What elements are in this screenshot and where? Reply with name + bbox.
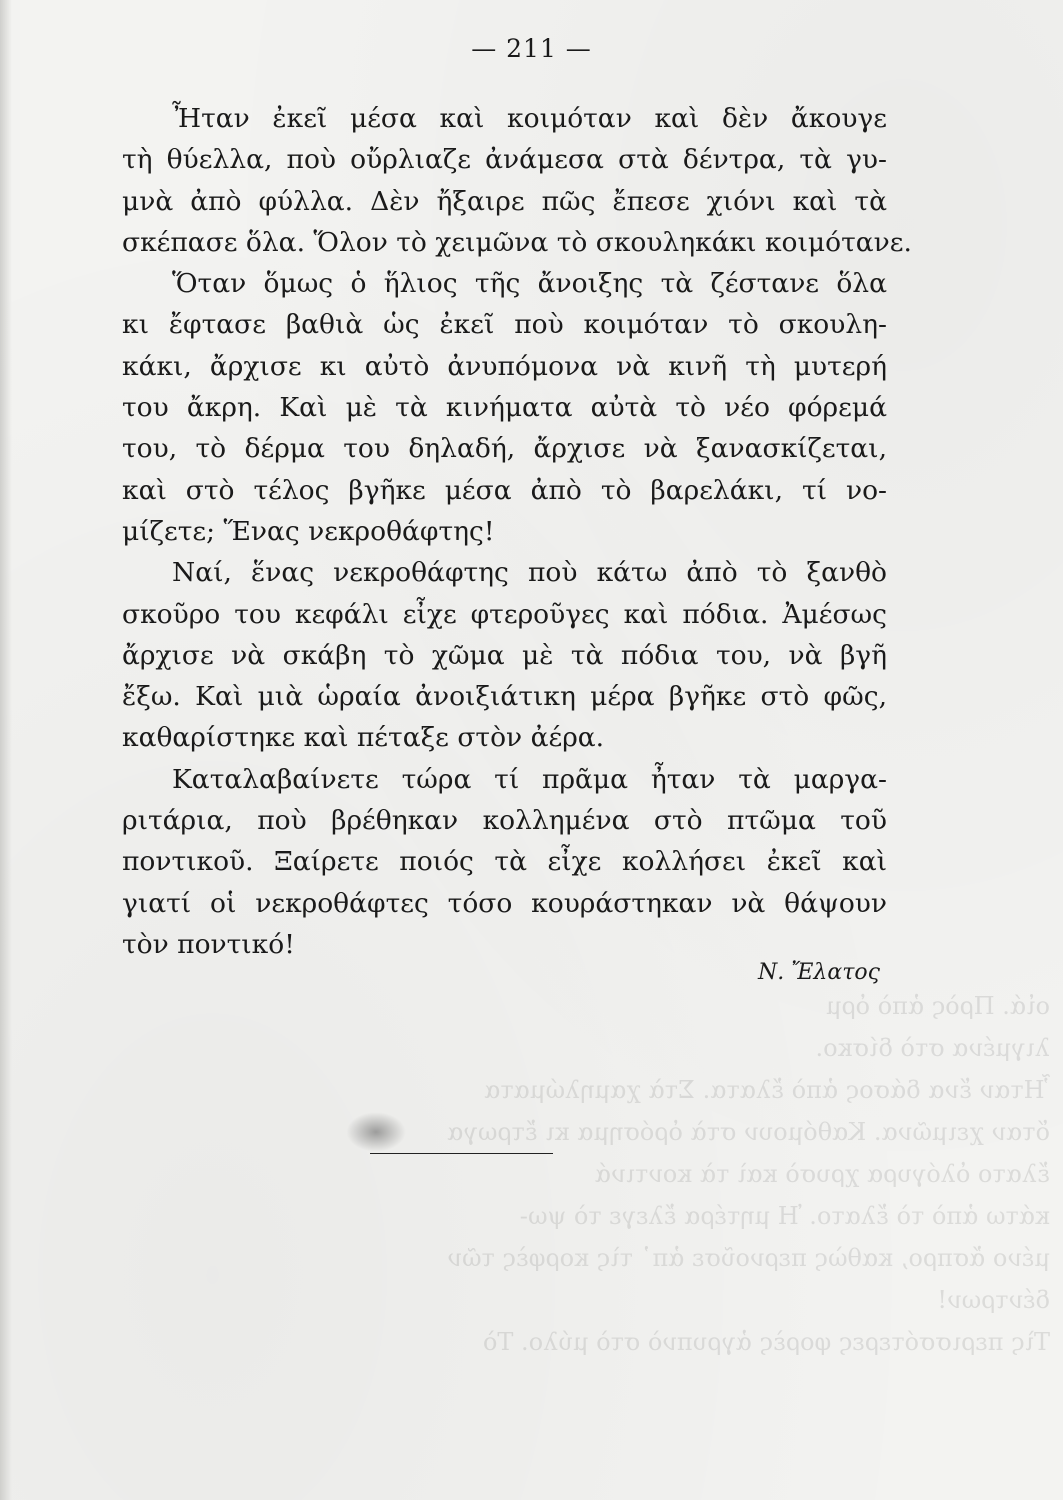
- paragraph: [122, 552, 887, 758]
- text-line: μίζετε; Ἕνας νεκροθάφτης!: [122, 515, 495, 547]
- text-line: καὶ στὸ τέλος βγῆκε μέσα ἀπὸ τὸ βαρελάκι, τί νο-: [122, 474, 887, 506]
- text-line: γιατί οἱ νεκροθάφτες τόσο κουράστηκαν νὰ θάψουν: [122, 887, 887, 919]
- text-line: ριτάρια, ποὺ βρέθηκαν κολλημένα στὸ πτῶμα τοῦ: [122, 805, 887, 837]
- page-edge-shadow: [0, 0, 12, 1500]
- ink-smudge: [346, 1112, 406, 1152]
- text-line: Ὅταν ὅμως ὁ ἥλιος τῆς ἄνοιξης τὰ ζέστανε ὅλα: [172, 268, 887, 300]
- text-line: κι ἔφτασε βαθιὰ ὡς ἐκεῖ ποὺ κοιμόταν τὸ σκουλη-: [122, 309, 887, 341]
- paragraph: [122, 98, 912, 552]
- text-line: ἔξω. Καὶ μιὰ ὡραία ἀνοιξιάτικη μέρα βγῆκε στὸ φῶς,: [122, 681, 887, 713]
- story-text: [122, 98, 912, 965]
- paragraph: [122, 759, 887, 965]
- text-line: σκέπασε ὅλα. Ὅλον τὸ χειμῶνα τὸ σκουληκάκι κοιμότανε.: [122, 226, 912, 258]
- text-line: του, τὸ δέρμα του δηλαδή, ἄρχισε νὰ ξανασκίζεται,: [122, 433, 887, 465]
- end-rule: [370, 1153, 553, 1154]
- text-line: τὴ θύελλα, ποὺ οὔρλιαζε ἀνάμεσα στὰ δέντρα, τὰ γυ-: [122, 144, 887, 176]
- text-line: καθαρίστηκε καὶ πέταξε στὸν ἀέρα.: [122, 722, 605, 754]
- text-line: του ἄκρη. Καὶ μὲ τὰ κινήματα αὐτὰ τὸ νέο φόρεμά: [122, 392, 887, 424]
- text-line: τὸν ποντικό!: [122, 928, 295, 960]
- text-line: Ἦταν ἐκεῖ μέσα καὶ κοιμόταν καὶ δὲν ἄκουγε: [172, 103, 887, 134]
- text-line: κάκι, ἄρχισε κι αὐτὸ ἀνυπόμονα νὰ κινῆ τὴ μυτερή: [122, 350, 887, 382]
- text-line: ποντικοῦ. Ξαίρετε ποιός τὰ εἶχε κολλήσει ἐκεῖ καὶ: [122, 846, 887, 878]
- text-line: σκοῦρο του κεφάλι εἶχε φτεροῦγες καὶ πόδια. Ἀμέσως: [122, 598, 887, 630]
- text-line: μνὰ ἀπὸ φύλλα. Δὲν ἤξαιρε πῶς ἔπεσε χιόνι καὶ τὰ: [122, 185, 887, 217]
- bleed-through-text: οἱά. Πρὸς ἀπὸ ὁρμ λιγμένα στὸ δίσκο. Ἦταν ἕνα δάσος ἀπὸ ἔλατα. Στὰ χαμηλώματα ὅταν χειμῶνα. Καθόμουν στὰ ὁρόσημα κι ἔτρωγα ἔλατο ὁλόγυρα χρυσὸ καὶ τὰ κοντινά κάτω ἀπὸ τὸ ἔλατο. Ἡ μητέρα ἔλεγε τὸ ψω- μένο ἄσπρο, καθὼς περνοῦσε ἀπ᾽ τὶς κορφὲς τῶν δέντρων! Τὶς περισσότερες φορὲς ἀγρυπνὸ στὸ μύλο. Τὸ: [447, 992, 1050, 1356]
- author-signature: Ν. Ἔλατος: [758, 960, 880, 985]
- page-number: — 211 —: [471, 34, 592, 63]
- text-line: Ναί, ἕνας νεκροθάφτης ποὺ κάτω ἀπὸ τὸ ξανθὸ: [172, 557, 887, 589]
- text-line: Καταλαβαίνετε τώρα τί πρᾶμα ἦταν τὰ μαργα-: [172, 763, 887, 795]
- text-line: ἄρχισε νὰ σκάβη τὸ χῶμα μὲ τὰ πόδια του, νὰ βγῆ: [122, 639, 887, 671]
